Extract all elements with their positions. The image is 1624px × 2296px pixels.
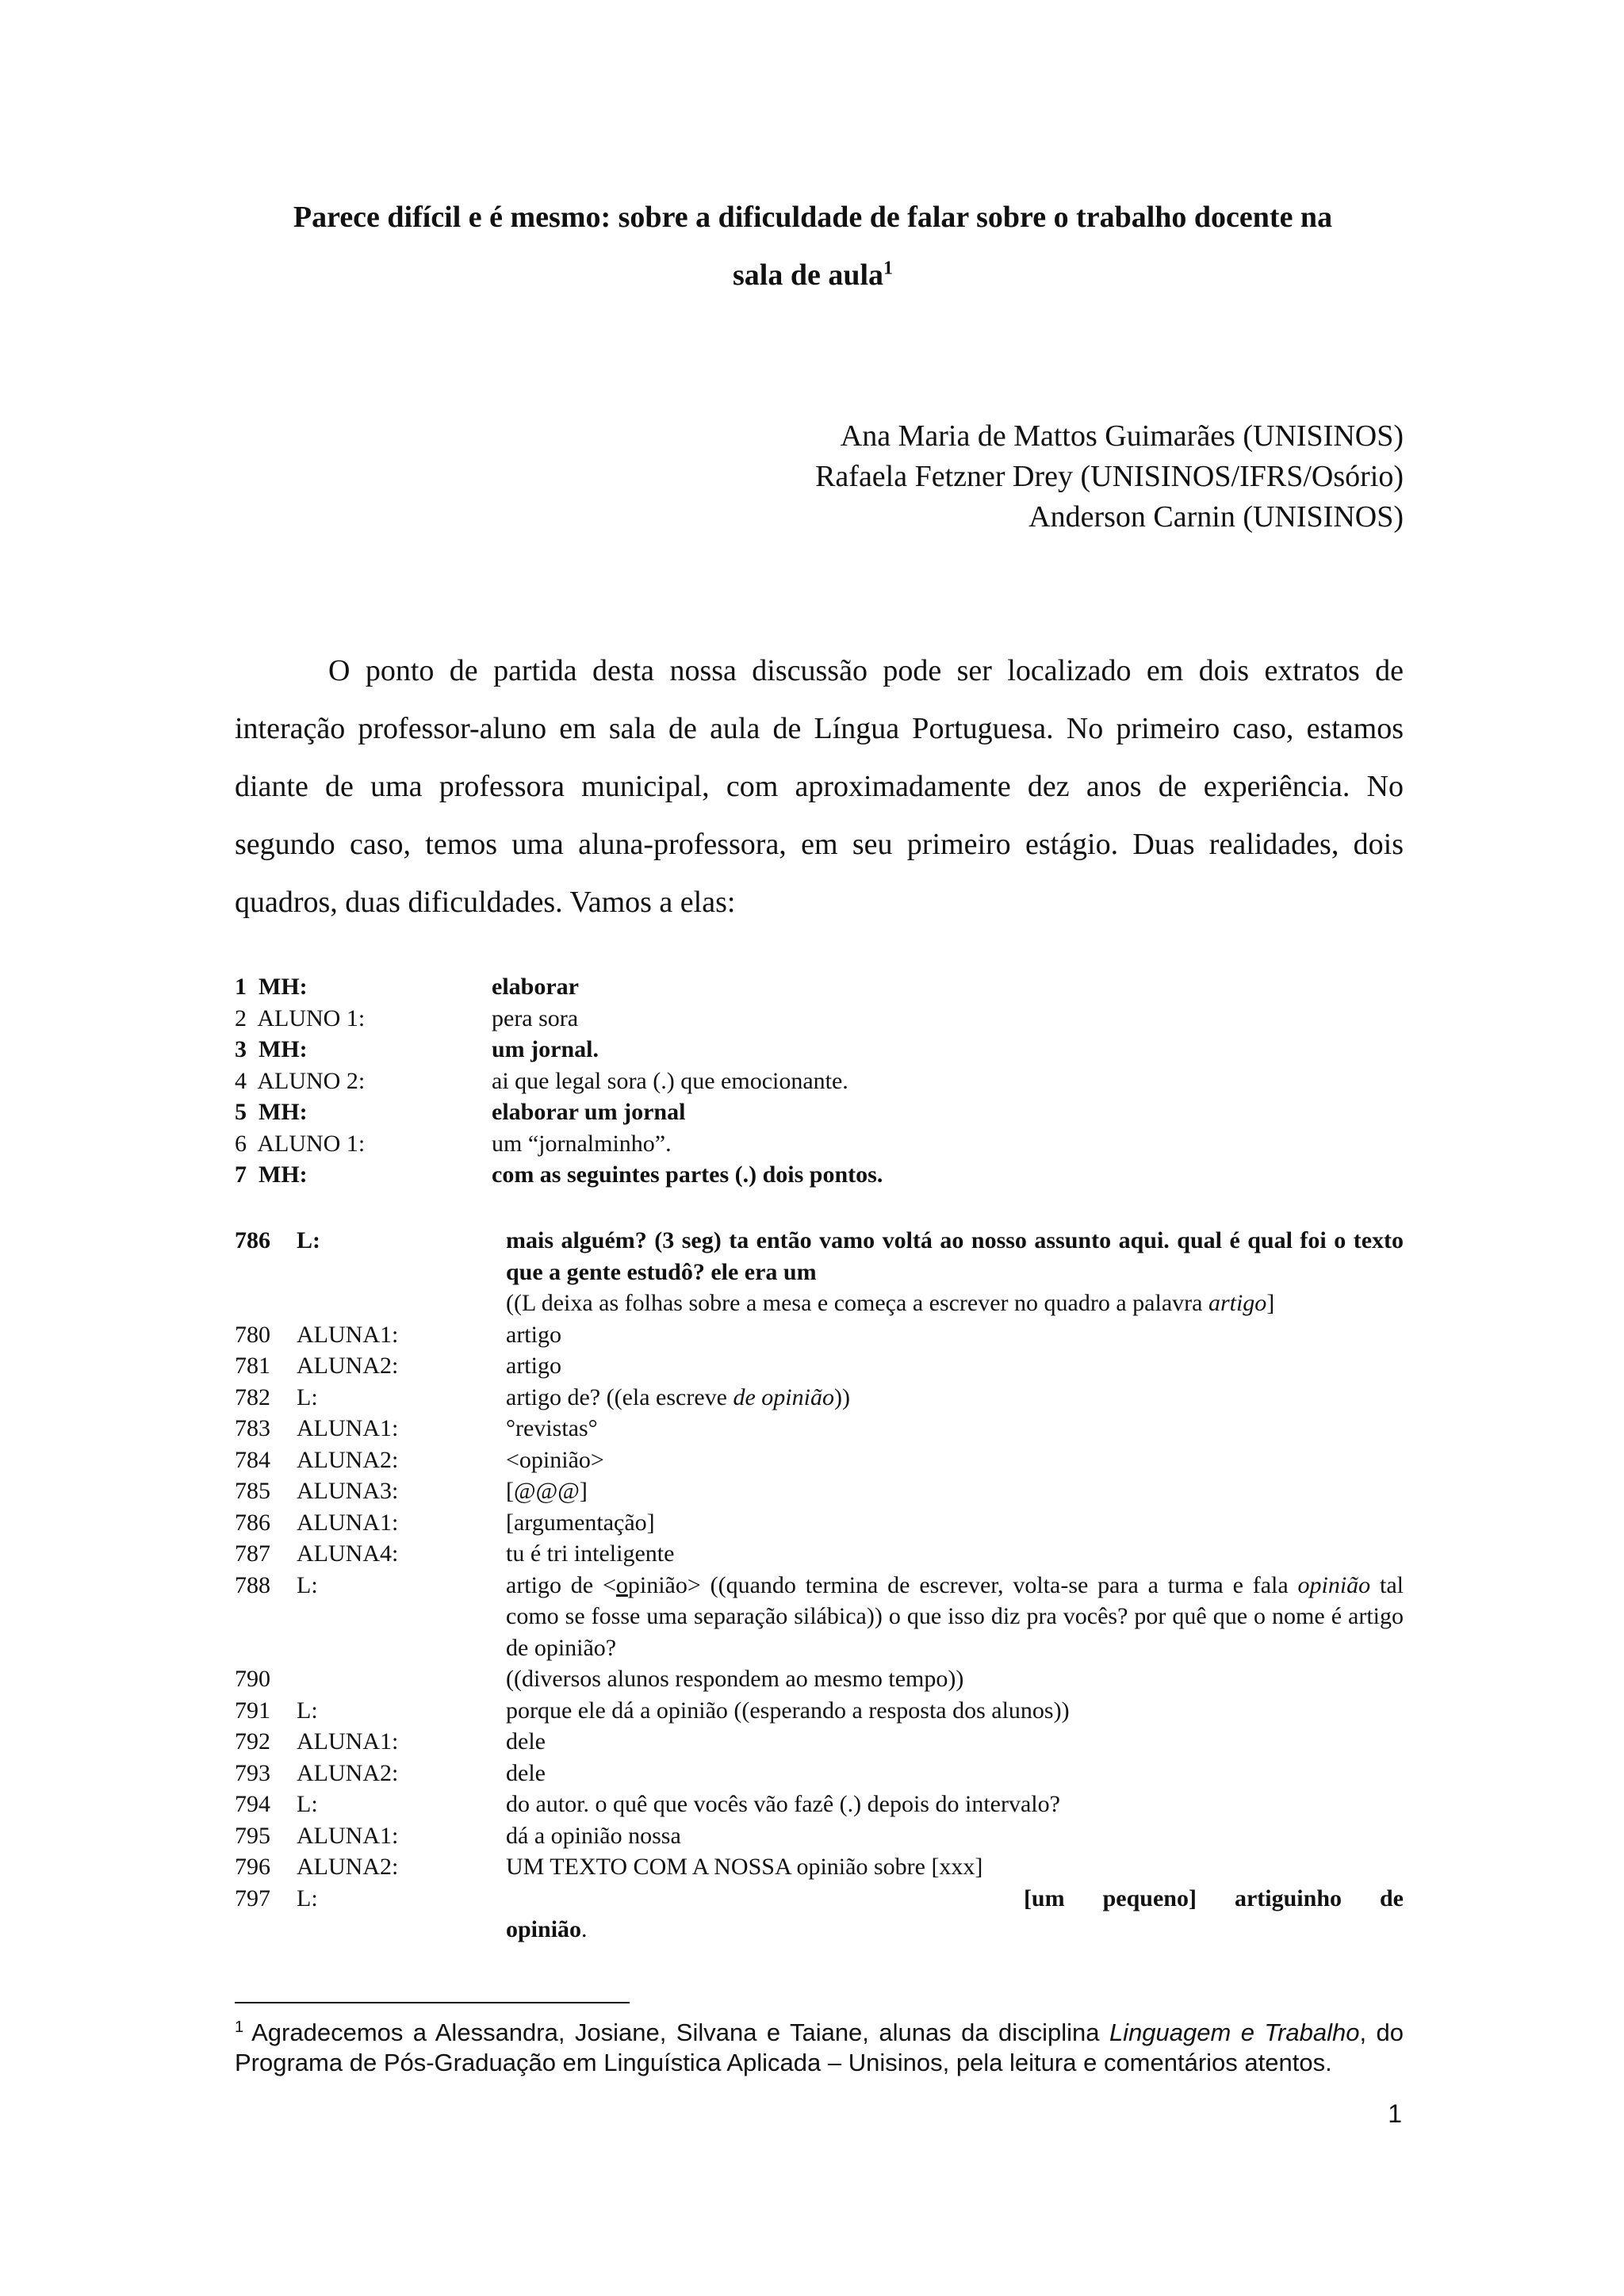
title-footnote-ref[interactable]: 1 [883,258,894,279]
utterance-text: artigo de < [506,1571,616,1598]
author-list [815,416,1404,538]
utterance-text-end: tal como se fosse uma separação silábica)) o que isso diz pra vocês? por quê que o nome é artigo de opinião? [506,1571,1404,1661]
utterance [506,1225,1404,1319]
line-number: 791 [235,1697,270,1724]
utterance: ((diversos alunos respondem ao mesmo tempo)) [506,1666,964,1692]
footnote [235,2018,1404,2078]
line-number: 783 [235,1415,270,1441]
speaker-label: ALUNA1: [297,1321,399,1348]
utterance: [@@@] [506,1478,588,1504]
footnote-text: Agradecemos a Alessandra, Josiane, Silvana e Taiane, alunas da disciplina [251,2019,1109,2046]
transcript-row [235,1003,883,1035]
transcript-row [235,1128,883,1160]
speaker-label: 3 MH: [235,1036,308,1062]
line-number: 795 [235,1822,270,1849]
transcript-excerpt-1 [235,971,883,1191]
utterance: com as seguintes partes (.) dois pontos. [492,1161,883,1188]
speaker-label: 4 ALUNO 2: [235,1067,366,1094]
utterance: dele [506,1728,546,1755]
utterance: tu é tri inteligente [506,1540,675,1567]
transcript-row [235,1350,1404,1382]
line-number: 781 [235,1353,270,1379]
transcript-row [235,1096,883,1128]
utterance-close: )) [833,1383,850,1410]
transcript-row [235,1319,1404,1351]
speaker-label: ALUNA2: [297,1446,399,1473]
word: [um [1023,1885,1065,1911]
word: pequeno] [1102,1885,1197,1911]
last-line [506,1916,588,1942]
punctuation: . [581,1916,588,1942]
line-number: 784 [235,1446,270,1473]
word: opinião [506,1916,582,1942]
utterance: dá a opinião nossa [506,1822,681,1849]
transcript-row [235,1382,1404,1414]
speaker-label: L: [297,1571,318,1598]
utterance: dele [506,1759,546,1786]
speaker-label: 6 ALUNO 1: [235,1130,366,1157]
utterance: °revistas° [506,1415,598,1441]
footnote-course-title: Linguagem e Trabalho [1109,2019,1360,2046]
page-number: 1 [1388,2099,1402,2128]
speaker-label: L: [297,1697,318,1724]
speaker-label: ALUNA1: [297,1415,399,1441]
transcript-excerpt-2 [235,1225,1404,1946]
footnote-divider [235,2002,630,2003]
utterance-text: mais alguém? (3 seg) ta então vamo voltá ao nosso assunto aqui. qual é qual foi o texto que a gente estudô? ele era um [506,1227,1404,1285]
paper-title [222,189,1404,304]
action-note-text: ((L deixa as folhas sobre a mesa e começa a escrever no quadro a palavra [506,1290,1208,1316]
utterance-text-cont: pinião> ((quando termina de escrever, volta-se para a turma e fala [627,1571,1298,1598]
utterance: artigo [506,1353,561,1379]
footnote-marker: 1 [235,2018,244,2036]
author-3: Anderson Carnin (UNISINOS) [1028,500,1404,534]
speaker-label: ALUNA1: [297,1509,399,1536]
footnote-text-end: , do Programa de Pós-Graduação em Linguística Aplicada – Unisinos, pela leitura e comentários atentos. [235,2019,1404,2076]
speaker-label: ALUNA1: [297,1728,399,1755]
speaker-label: ALUNA3: [297,1478,399,1504]
transcript-row [235,1159,883,1191]
stressed-syllable: o [615,1571,628,1598]
line-number: 790 [235,1666,270,1692]
speaker-label: ALUNA2: [297,1353,399,1379]
title-line-2 [222,247,1404,304]
action-note-bracket: ] [1266,1290,1275,1316]
speaker-label: 1 MH: [235,974,308,1000]
line-number: 787 [235,1540,270,1567]
speaker-label: L: [297,1791,318,1817]
line-number: 793 [235,1759,270,1786]
speaker-label: 5 MH: [235,1099,308,1125]
transcript-row [235,1034,883,1066]
line-number: 780 [235,1321,270,1348]
intro-paragraph [235,642,1404,932]
speaker-label: ALUNA2: [297,1759,399,1786]
transcript-row [235,971,883,1003]
transcript-row [235,1789,1404,1820]
line-number: 786 [235,1227,270,1253]
speaker-label: ALUNA4: [297,1540,399,1567]
line-number: 794 [235,1791,270,1817]
utterance: UM TEXTO COM A NOSSA opinião sobre [xxx] [506,1854,983,1880]
transcript-row [235,1758,1404,1789]
speaker-label: L: [297,1885,318,1911]
transcript-row [235,1663,1404,1695]
justified-line [506,1883,1404,1915]
speaker-label: L: [297,1227,320,1253]
utterance [506,1883,1404,1946]
utterance: ai que legal sora (.) que emocionante. [492,1067,848,1094]
line-number: 792 [235,1728,270,1755]
speaker-label: L: [297,1383,318,1410]
line-number: 786 [235,1509,270,1536]
transcript-row [235,1413,1404,1445]
utterance: um “jornalminho”. [492,1130,672,1157]
word: artiguinho [1234,1885,1342,1911]
transcript-row [235,1445,1404,1476]
utterance: um jornal. [492,1036,599,1062]
intro-text: O ponto de partida desta nossa discussão pode ser localizado em dois extratos de interação professor-aluno em sala de aula de Língua Portuguesa. No primeiro caso, estamos diante de uma professora municipal, com aproximadamente dez anos de experiência. No segundo caso, temos uma aluna-professora, em seu primeiro estágio. Duas realidades, dois quadros, duas dificuldades. Vamos a elas: [235,654,1404,919]
speaker-label: 7 MH: [235,1161,308,1188]
speaker-label: 2 ALUNO 1: [235,1004,366,1031]
utterance [506,1570,1404,1664]
utterance-text: artigo de? ((ela escreve [506,1383,733,1410]
transcript-row [235,1570,1404,1664]
utterance: [argumentação] [506,1509,655,1536]
utterance: artigo [506,1321,561,1348]
line-number: 782 [235,1383,270,1410]
word: de [1380,1885,1404,1911]
transcript-row [235,1475,1404,1507]
action-note-italic: artigo [1208,1290,1267,1316]
transcript-row [235,1820,1404,1852]
speaker-label: ALUNA1: [297,1822,399,1849]
author-1: Ana Maria de Mattos Guimarães (UNISINOS) [840,419,1404,453]
transcript-row [235,1726,1404,1758]
utterance: elaborar um jornal [492,1099,686,1125]
utterance [506,1382,1404,1414]
title-line-2-text: sala de aula [732,258,884,292]
transcript-row [235,1851,1404,1883]
utterance: <opinião> [506,1446,604,1473]
transcript-row [235,1538,1404,1570]
utterance: elaborar [492,974,579,1000]
transcript-row [235,1066,883,1097]
author-2: Rafaela Fetzner Drey (UNISINOS/IFRS/Osório) [815,460,1404,493]
speaker-label [297,1663,506,1695]
transcript-row [235,1507,1404,1539]
utterance-italic: opinião [1297,1571,1371,1598]
utterance: pera sora [492,1004,579,1031]
utterance: porque ele dá a opinião ((esperando a resposta dos alunos)) [506,1697,1070,1724]
title-line-1: Parece difícil e é mesmo: sobre a dificuldade de falar sobre o trabalho docente na [293,201,1333,234]
speaker-label: ALUNA2: [297,1854,399,1880]
transcript-row [235,1225,1404,1319]
action-note [506,1290,1274,1316]
line-number: 785 [235,1478,270,1504]
line-number: 797 [235,1885,270,1911]
transcript-row [235,1883,1404,1946]
transcript-row [235,1695,1404,1727]
utterance: do autor. o quê que vocês vão fazê (.) depois do intervalo? [506,1791,1060,1817]
utterance-italic: de opinião [733,1383,834,1410]
line-number: 788 [235,1571,270,1598]
line-number: 796 [235,1854,270,1880]
